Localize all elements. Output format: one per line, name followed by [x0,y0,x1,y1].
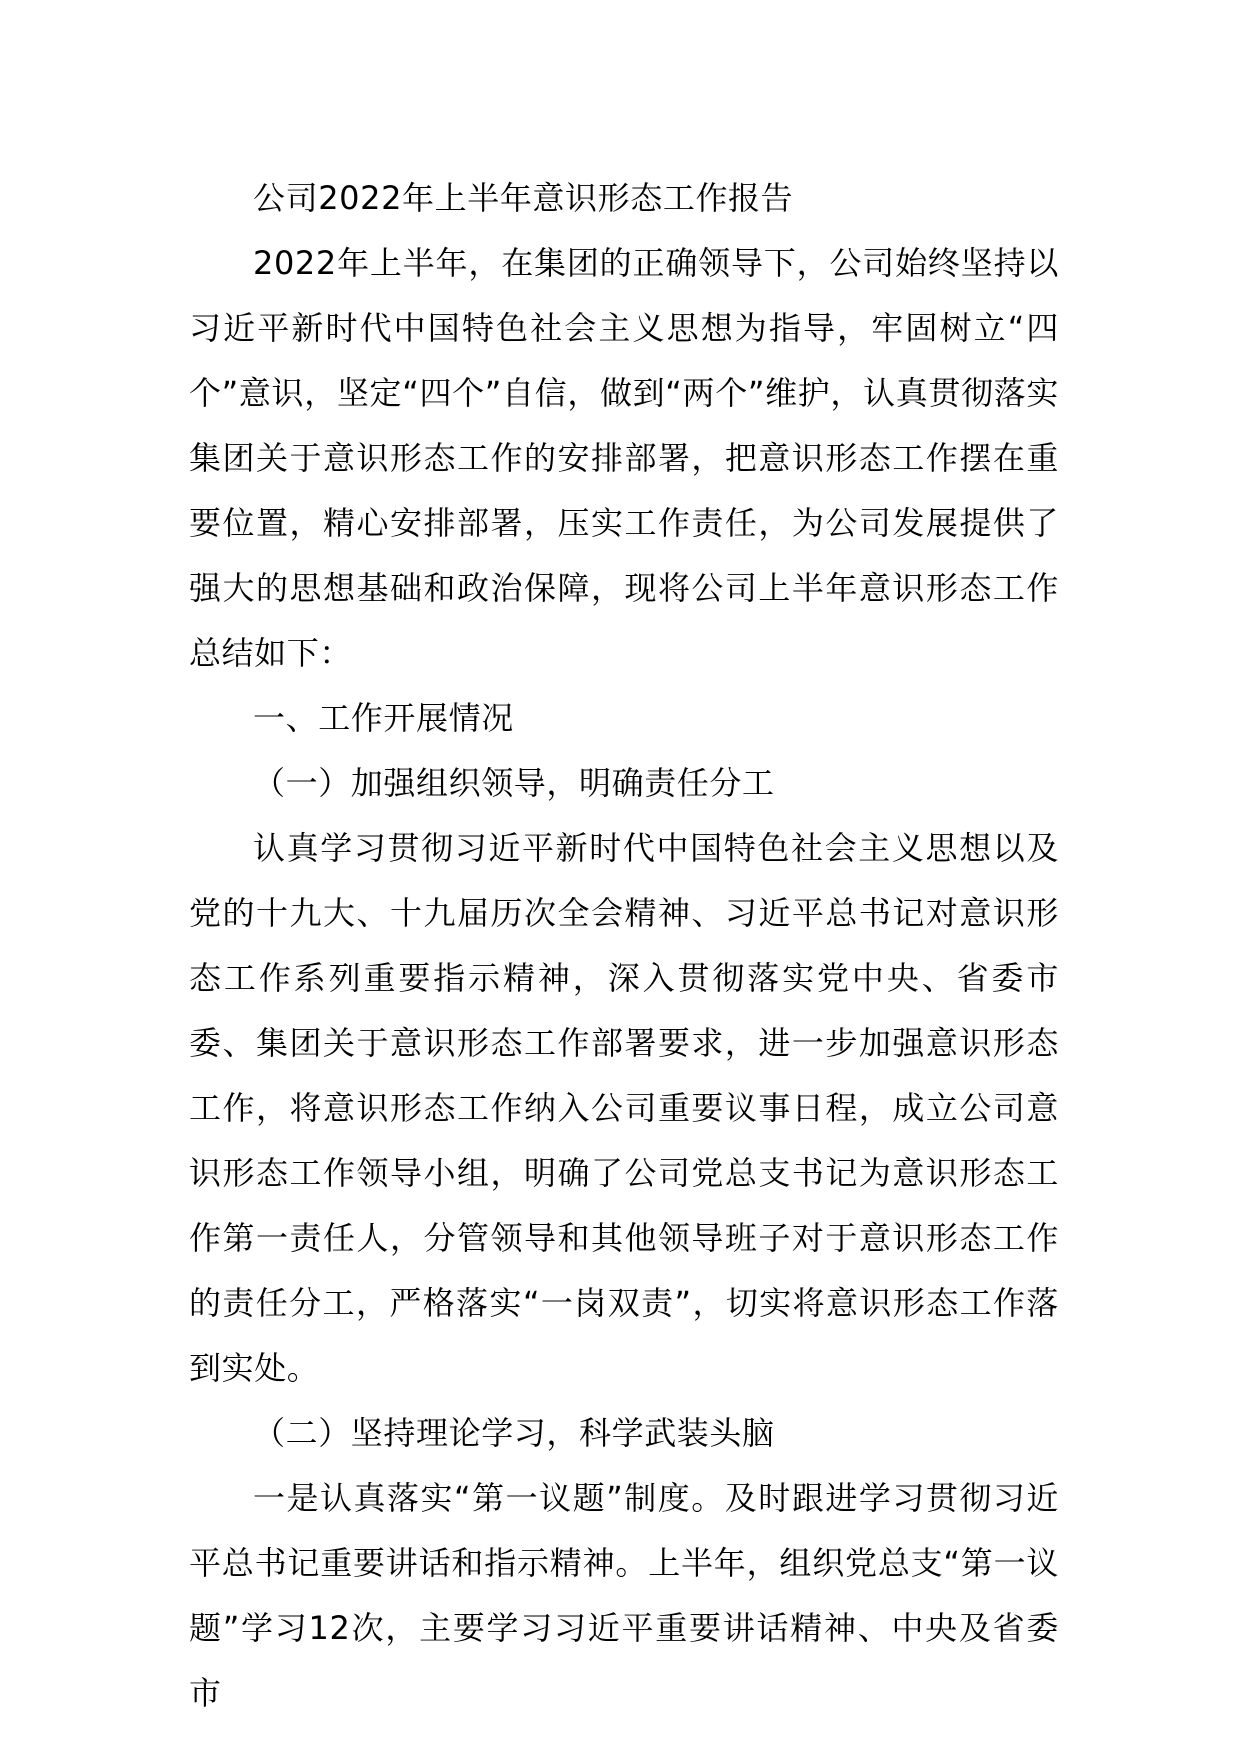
document-title: 公司2022年上半年意识形态工作报告 [253,179,794,217]
body-paragraph: 一是认真落实“第一议题”制度。及时跟进学习贯彻习近平总书记重要讲话和指示精神。上半年，组织党总支“第一议题”学习12次，主要学习习近平重要讲话精神、中央及省委市 [189,1479,1059,1712]
subsection-heading: （一）加强组织领导，明确责任分工 [253,764,775,802]
intro-paragraph: 2022年上半年，在集团的正确领导下，公司始终坚持以习近平新时代中国特色社会主义思想为指导，牢固树立“四个”意识，坚定“四个”自信，做到“两个”维护，认真贯彻落实集团关于意识形态工作的安排部署，把意识形态工作摆在重要位置，精心安排部署，压实工作责任，为公司发展提供了强大的思想基础和政治保障，现将公司上半年意识形态工作总结如下： [189,244,1059,672]
body-paragraph: 认真学习贯彻习近平新时代中国特色社会主义思想以及党的十九大、十九届历次全会精神、习近平总书记对意识形态工作系列重要指示精神，深入贯彻落实党中央、省委市委、集团关于意识形态工作部署要求，进一步加强意识形态工作，将意识形态工作纳入公司重要议事日程，成立公司意识形态工作领导小组，明确了公司党总支书记为意识形态工作第一责任人，分管领导和其他领导班子对于意识形态工作的责任分工，严格落实“一岗双责”，切实将意识形态工作落到实处。 [189,829,1059,1387]
document-body [189,166,1059,1726]
section-heading: 一、工作开展情况 [253,699,514,737]
subsection-heading: （二）坚持理论学习，科学武装头脑 [253,1414,775,1452]
